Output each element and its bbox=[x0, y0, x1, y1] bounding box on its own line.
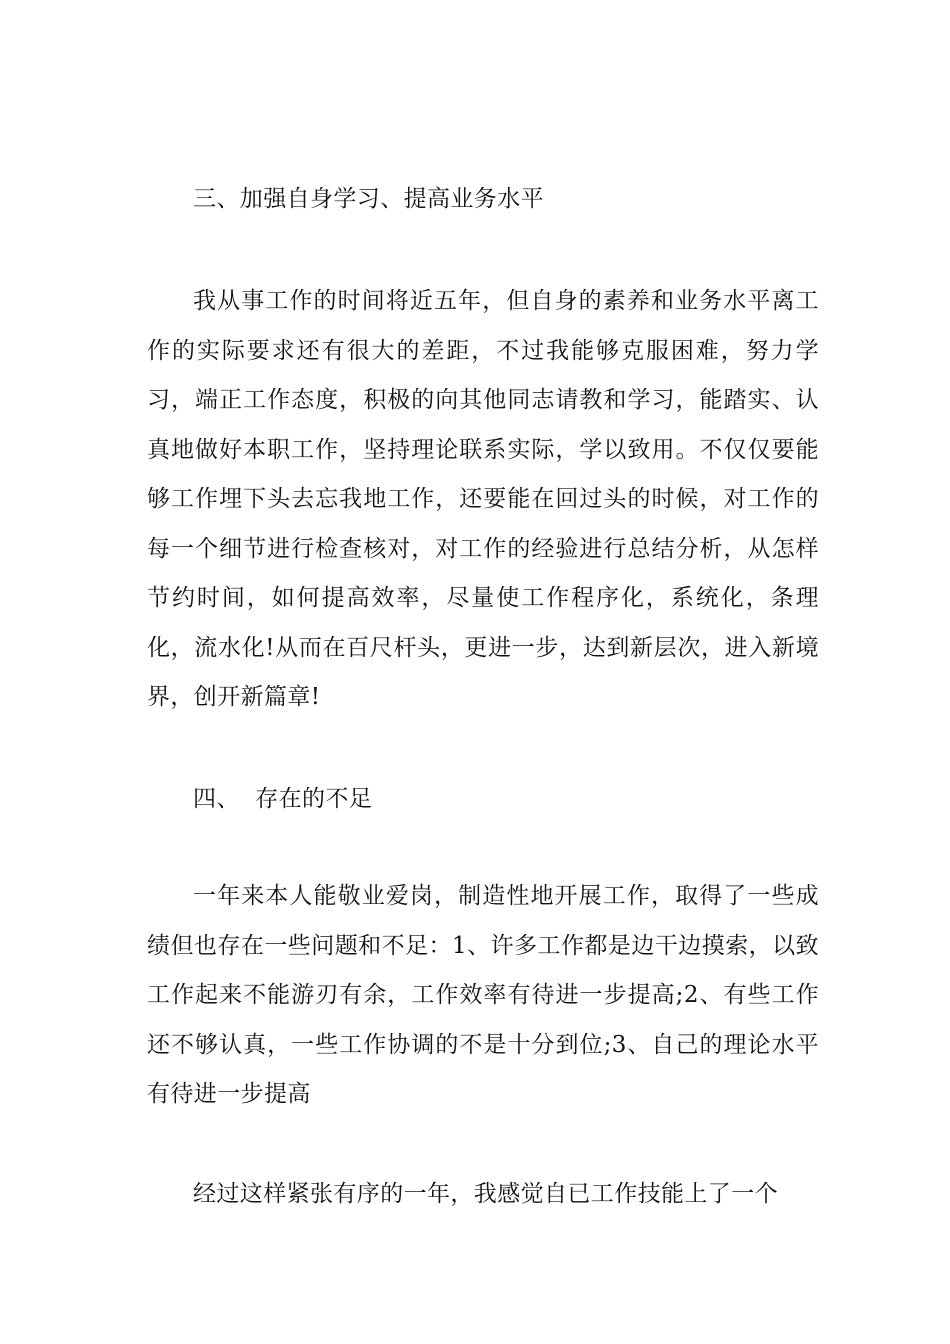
section-heading-three: 三、加强自身学习、提高业务水平 bbox=[193, 186, 544, 212]
paragraph-shortcomings: 一年来本人能敬业爱岗，制造性地开展工作，取得了一些成绩但也存在一些问题和不足：1、许多工作都是边干边摸索，以致工作起来不能游刃有余，工作效率有待进一步提高;2、有些工作还不够认真，一些工作协调的不是十分到位;3、自己的理论水平有待进一步提高 bbox=[147, 883, 819, 1107]
paragraph-self-study: 我从事工作的时间将近五年，但自身的素养和业务水平离工作的实际要求还有很大的差距，不过我能够克服困难，努力学习，端正工作态度，积极的向其他同志请教和学习，能踏实、认真地做好本职工作，坚持理论联系实际，学以致用。不仅仅要能够工作埋下头去忘我地工作，还要能在回过头的时候，对工作的每一个细节进行检查核对，对工作的经验进行总结分析，从怎样节约时间，如何提高效率，尽量使工作程序化，系统化，条理化，流水化!从而在百尺杆头，更进一步，达到新层次，进入新境界，创开新篇章! bbox=[147, 288, 819, 710]
paragraph-summary: 经过这样紧张有序的一年，我感觉自已工作技能上了一个 bbox=[193, 1181, 778, 1207]
section-heading-four: 四、 存在的不足 bbox=[193, 786, 373, 812]
